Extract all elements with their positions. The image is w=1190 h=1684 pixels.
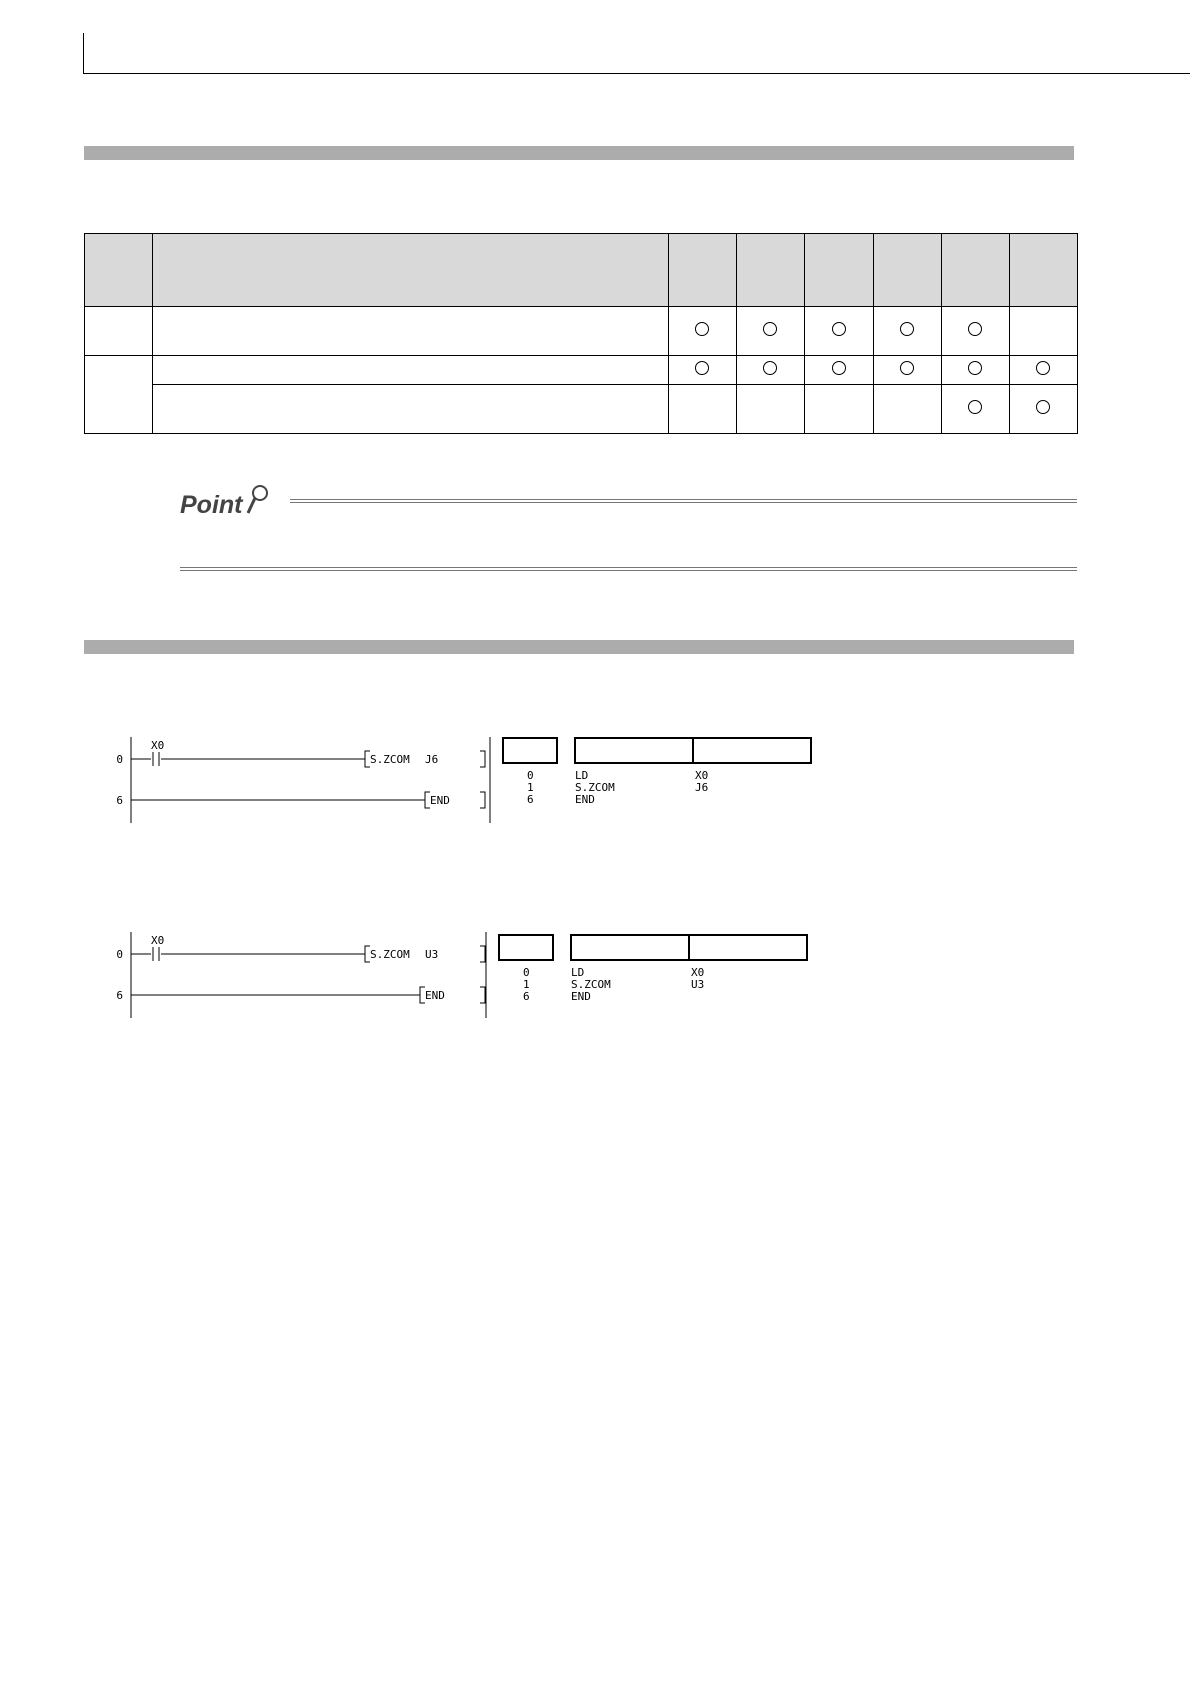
step-number: 0 xyxy=(116,753,123,766)
list-device: U3 xyxy=(691,978,705,991)
point-bottom-rule xyxy=(180,567,1077,571)
section-heading-bar xyxy=(84,146,1074,160)
header-cell xyxy=(85,234,153,307)
support-mark-cell xyxy=(804,385,873,434)
support-mark-cell xyxy=(668,307,736,356)
instruction-list xyxy=(527,769,708,806)
list-header-box xyxy=(503,738,557,763)
supported-mark-icon xyxy=(695,361,709,375)
support-mark-cell xyxy=(736,307,804,356)
list-header-box xyxy=(575,738,693,763)
support-mark-cell xyxy=(736,356,804,385)
list-step: 6 xyxy=(523,990,530,1003)
list-instruction: S.ZCOM xyxy=(575,781,615,794)
list-instruction: LD xyxy=(571,966,585,979)
list-step: 0 xyxy=(523,966,530,979)
support-table xyxy=(84,233,1078,434)
description-cell xyxy=(153,307,669,356)
point-top-rule xyxy=(290,499,1077,503)
list-header-box xyxy=(571,935,689,960)
header-cell xyxy=(941,234,1009,307)
supported-mark-icon xyxy=(968,361,982,375)
step-number: 0 xyxy=(116,948,123,961)
list-step: 1 xyxy=(523,978,530,991)
supported-mark-icon xyxy=(832,322,846,336)
table-row xyxy=(85,307,1078,356)
list-device: J6 xyxy=(695,781,709,794)
list-header-box xyxy=(693,738,811,763)
instruction-list xyxy=(523,966,704,1003)
list-instruction: S.ZCOM xyxy=(571,978,611,991)
support-mark-cell xyxy=(804,307,873,356)
list-step: 6 xyxy=(527,793,534,806)
description-cell xyxy=(153,385,669,434)
list-device: X0 xyxy=(695,769,709,782)
list-step: 1 xyxy=(527,781,534,794)
supported-mark-icon xyxy=(763,322,777,336)
support-mark-cell xyxy=(1009,307,1077,356)
table-row xyxy=(85,385,1078,434)
supported-mark-icon xyxy=(900,322,914,336)
support-mark-cell xyxy=(1009,385,1077,434)
list-header-box xyxy=(689,935,807,960)
supported-mark-icon xyxy=(968,400,982,414)
step-number: 6 xyxy=(116,989,123,1002)
support-mark-cell xyxy=(873,356,941,385)
header-vertical-rule xyxy=(83,33,84,73)
contact-label: X0 xyxy=(151,739,165,752)
list-instruction: END xyxy=(571,990,591,1003)
support-mark-cell xyxy=(736,385,804,434)
point-logo xyxy=(180,483,275,519)
table-header-row xyxy=(85,234,1078,307)
header-horizontal-rule xyxy=(83,73,1190,74)
supported-mark-icon xyxy=(763,361,777,375)
support-mark-cell xyxy=(668,356,736,385)
header-cell xyxy=(1009,234,1077,307)
list-instruction: END xyxy=(575,793,595,806)
support-mark-cell xyxy=(668,385,736,434)
operand-label: U3 xyxy=(425,948,439,961)
category-cell xyxy=(85,307,153,356)
description-cell xyxy=(153,356,669,385)
ladder-diagram xyxy=(116,730,840,830)
end-label: END xyxy=(425,989,445,1002)
instruction-label: S.ZCOM xyxy=(370,753,410,766)
ladder-diagram xyxy=(116,925,840,1025)
list-header-box xyxy=(499,935,553,960)
header-cell xyxy=(668,234,736,307)
supported-mark-icon xyxy=(968,322,982,336)
supported-mark-icon xyxy=(832,361,846,375)
support-mark-cell xyxy=(941,385,1009,434)
list-instruction: LD xyxy=(575,769,589,782)
point-logo-text: Point xyxy=(180,491,243,519)
support-mark-cell xyxy=(873,307,941,356)
list-device: X0 xyxy=(691,966,705,979)
supported-mark-icon xyxy=(695,322,709,336)
contact-label: X0 xyxy=(151,934,165,947)
support-mark-cell xyxy=(1009,356,1077,385)
instruction-label: S.ZCOM xyxy=(370,948,410,961)
step-number: 6 xyxy=(116,794,123,807)
support-mark-cell xyxy=(873,385,941,434)
list-step: 0 xyxy=(527,769,534,782)
header-cell xyxy=(804,234,873,307)
supported-mark-icon xyxy=(1036,361,1050,375)
support-mark-cell xyxy=(804,356,873,385)
table-row xyxy=(85,356,1078,385)
operand-label: J6 xyxy=(425,753,439,766)
supported-mark-icon xyxy=(900,361,914,375)
support-mark-cell xyxy=(941,307,1009,356)
supported-mark-icon xyxy=(1036,400,1050,414)
section-heading-bar xyxy=(84,640,1074,654)
end-label: END xyxy=(430,794,450,807)
header-cell xyxy=(873,234,941,307)
header-cell xyxy=(153,234,669,307)
magnifier-icon xyxy=(248,486,267,513)
category-cell xyxy=(85,356,153,434)
support-mark-cell xyxy=(941,356,1009,385)
header-cell xyxy=(736,234,804,307)
